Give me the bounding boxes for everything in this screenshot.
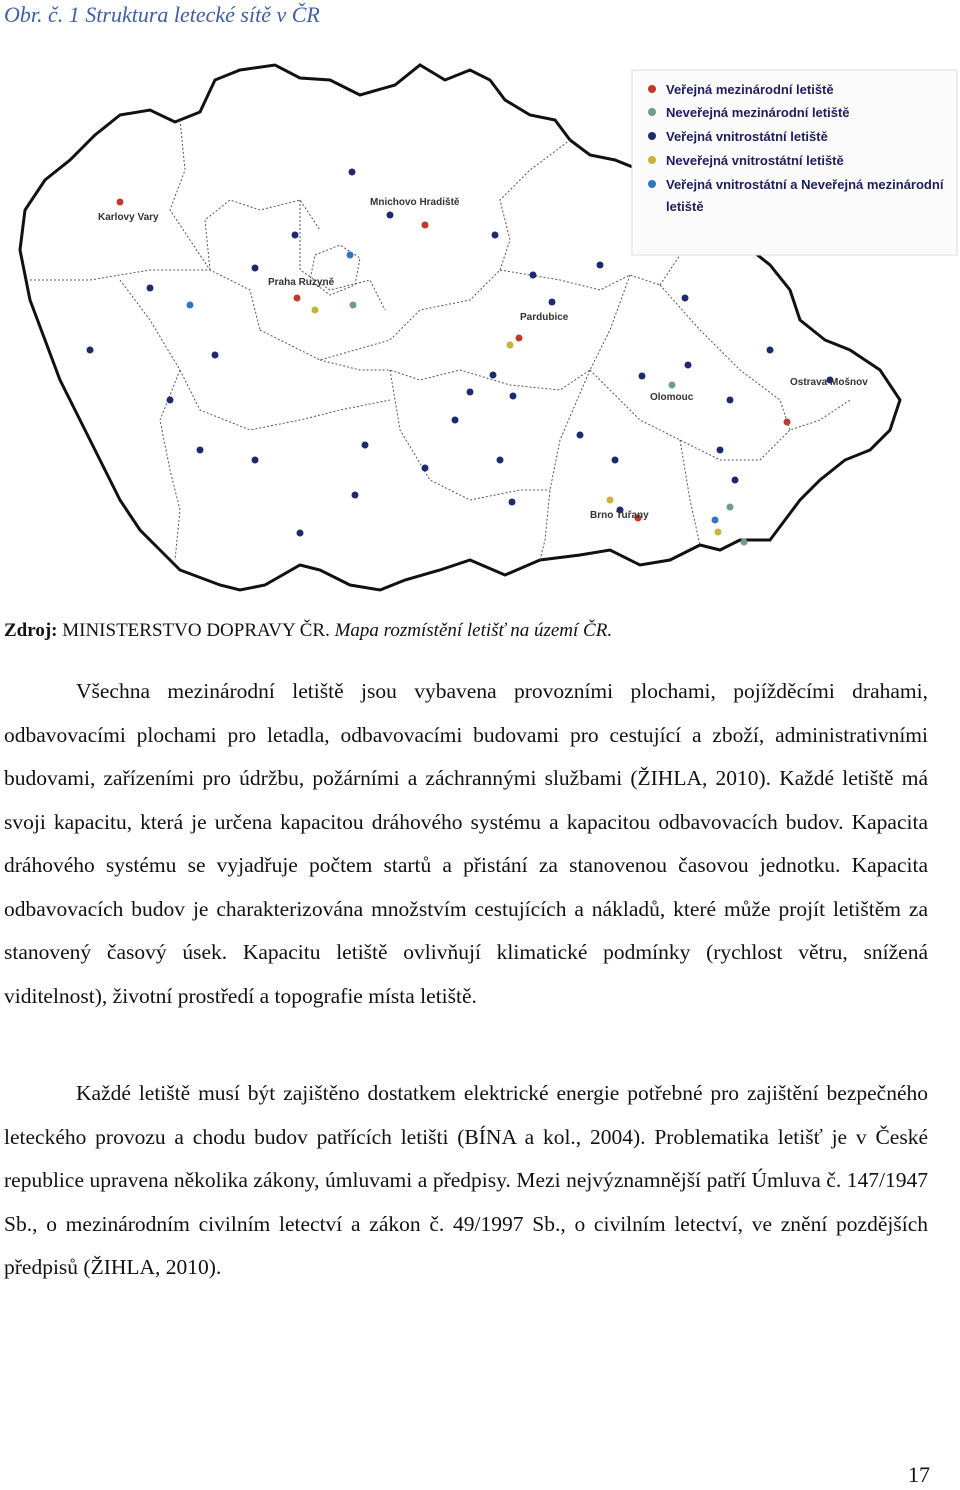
airport-marker [349,169,356,176]
airport-marker [516,335,523,342]
legend-label: Neveřejná vnitrostátní letiště [666,153,844,168]
airport-marker [422,465,429,472]
airport-marker [682,295,689,302]
airport-marker [252,265,259,272]
airport-marker [147,285,154,292]
legend-label: Veřejná vnitrostátní a Neveřejná mezinárodní [666,177,944,192]
airport-marker [767,347,774,354]
airport-marker [607,497,614,504]
airport-marker [492,232,499,239]
legend-label: Veřejná vnitrostátní letiště [666,129,828,144]
airport-marker [577,432,584,439]
airport-marker [252,457,259,464]
airport-marker [685,362,692,369]
airport-marker [507,342,514,349]
legend-item [648,129,828,144]
airport-marker [212,352,219,359]
city-label-karlovy-vary: Karlovy Vary [98,212,159,223]
airport-marker [732,477,739,484]
airport-marker [741,539,748,546]
airport-marker [712,517,719,524]
airport-marker [549,299,556,306]
city-label-pardubice: Pardubice [520,312,569,323]
legend-marker [648,156,656,164]
airport-marker [669,382,676,389]
airport-marker [612,457,619,464]
airport-marker [509,499,516,506]
airport-marker [294,295,301,302]
source-text: MINISTERSTVO DOPRAVY ČR. [57,620,335,641]
airport-marker [117,199,124,206]
airport-map-figure [0,40,960,625]
airport-marker [452,417,459,424]
airport-marker [727,504,734,511]
airport-marker [422,222,429,229]
airport-marker [297,530,304,537]
city-label-brno-turany: Brno Tuřany [590,510,649,521]
figure-source [4,620,612,642]
airport-marker [387,212,394,219]
airport-marker [497,457,504,464]
airport-marker [727,397,734,404]
airport-marker [292,232,299,239]
czech-republic-map [0,40,960,625]
airport-marker [350,302,357,309]
airport-marker [352,492,359,499]
figure-caption: Obr. č. 1 Struktura letecké sítě v ČR [4,2,320,27]
airport-marker [187,302,194,309]
page-number: 17 [908,1462,930,1487]
airport-marker [784,419,791,426]
city-label-praha-ruzyne: Praha Ruzyně [268,277,335,288]
legend-marker [648,108,656,116]
airport-marker [639,373,646,380]
airport-marker [87,347,94,354]
legend-item [648,82,834,97]
legend-item [648,153,844,168]
source-title: Mapa rozmístění letišť na území ČR. [334,620,613,641]
airport-marker [510,393,517,400]
city-label-mnichovo-hradiste: Mnichovo Hradiště [370,197,460,208]
airport-marker [167,397,174,404]
city-label-ostrava-mosnov: Ostrava Mošnov [790,377,868,388]
airport-marker [362,442,369,449]
paragraph: Všechna mezinárodní letiště jsou vybavena provozními plochami, pojížděcími drahami, odbavovacími plochami pro letadla, odbavovacími budovami pro cestující a zboží, administrativními budovami, zařízeními pro údržbu, požárními a záchrannými službami (ŽIHLA, 2010). Každé letiště má svoji kapacitu, která je určena kapacitou dráhového systému a kapacitou odbavovacích budov. Kapacita dráhového systému se vyjadřuje počtem startů a přistání za stanovenou časovou jednotku. Kapacita odbavovacích budov je charakterizována množstvím cestujících a nákladů, které může projít letištěm za stanovený časový úsek. Kapacitu letiště ovlivňují klimatické podmínky (rychlost větru, snížená viditelnost), životní prostředí a topografie místa letiště. [4,679,928,1008]
legend-label: Veřejná mezinárodní letiště [666,82,834,97]
paragraph: Každé letiště musí být zajištěno dostatkem elektrické energie potřebné pro zajištění bezpečného leteckého provozu a chodu budov patřících letišti (BÍNA a kol., 2004). Problematika letišť je v České republice upravena několika zákony, úmluvami a předpisy. Mezi nejvýznamnější patří Úmluva č. 147/1947 Sb., o mezinárodním civilním letectví a zákon č. 49/1997 Sb., o civilním letectví, ve znění pozdějších předpisů (ŽIHLA, 2010). [4,1081,928,1279]
source-label: Zdroj: [4,620,58,641]
airport-marker [715,529,722,536]
legend-item [648,105,850,120]
legend-marker [648,132,656,140]
city-label-olomouc: Olomouc [650,392,694,403]
airport-marker [197,447,204,454]
airport-marker [530,272,537,279]
airport-marker [597,262,604,269]
legend-label: Neveřejná mezinárodní letiště [666,105,850,120]
airport-marker [467,389,474,396]
airport-marker [490,372,497,379]
airport-marker [717,447,724,454]
legend-label-continued: letiště [666,199,704,214]
airport-marker [347,252,354,259]
legend-marker [648,85,656,93]
airport-marker [312,307,319,314]
legend-marker [648,180,656,188]
